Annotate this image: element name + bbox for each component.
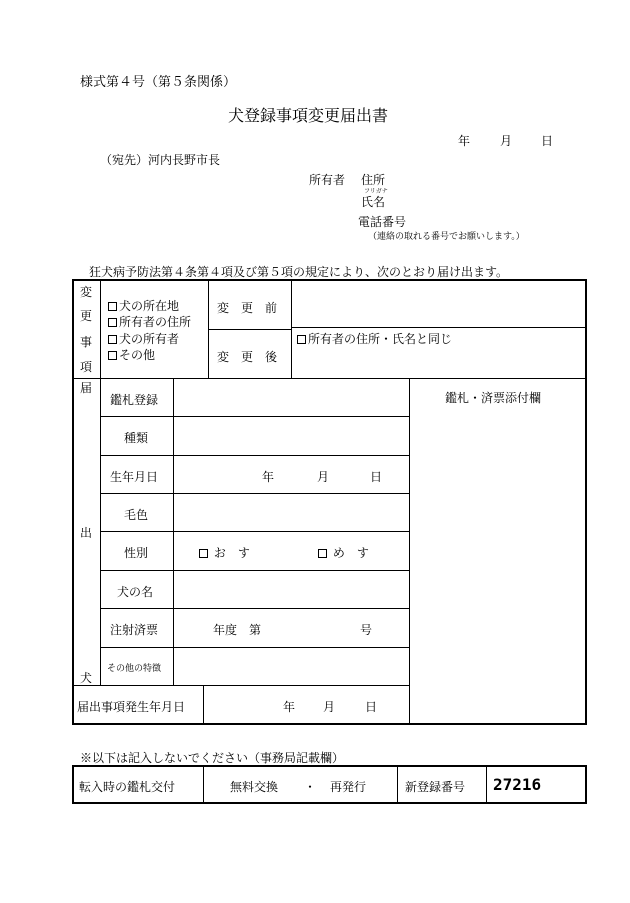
date-month-label: 月 (500, 134, 513, 148)
injection-number: 号 (360, 623, 373, 637)
owner-label: 所有者 (309, 173, 346, 187)
addressee: （宛先）河内長野市長 (100, 153, 221, 167)
occurrence-label: 届出事項発生年月日 (77, 700, 186, 714)
sex-label: 性別 (124, 546, 149, 560)
dog-name-label: 犬の名 (117, 585, 154, 599)
reissue: 再発行 (330, 780, 367, 794)
checkbox[interactable] (108, 302, 117, 311)
birth-day: 日 (370, 470, 383, 484)
change-side-4: 項 (80, 360, 93, 374)
name-label: 氏名 (361, 195, 386, 209)
phone-note: （連絡の取れる番号でお願いします。） (368, 232, 525, 242)
option-owner-address[interactable]: 所有者の住所 (108, 313, 191, 330)
date-year-label: 年 (458, 134, 471, 148)
form-number: 様式第４号（第５条関係） (80, 75, 237, 90)
new-reg-value: 27216 (493, 775, 542, 794)
address-label: 住所 (361, 173, 386, 187)
after-label: 変 更 後 (217, 350, 278, 364)
checkbox[interactable] (108, 335, 117, 344)
option-dog-owner[interactable]: 犬の所有者 (108, 330, 179, 347)
birth-month: 月 (317, 470, 330, 484)
free-exchange: 無料交換 (230, 780, 279, 794)
attach-label: 鑑札・済票添付欄 (445, 391, 542, 405)
checkbox[interactable] (108, 318, 117, 327)
birth-label: 生年月日 (110, 470, 159, 484)
color-label: 毛色 (124, 508, 149, 522)
change-side-2: 更 (80, 309, 93, 323)
dog-side-2: 出 (80, 526, 93, 540)
date-day-label: 日 (541, 134, 554, 148)
statement: 狂犬病予防法第４条第４項及び第５項の規定により、次のとおり届け出ます。 (89, 265, 509, 279)
injection-year: 年度 第 (213, 623, 262, 637)
checkbox[interactable] (108, 351, 117, 360)
new-reg-label: 新登録番号 (405, 780, 466, 794)
change-side-3: 事 (80, 335, 93, 349)
separator-dot: ・ (304, 780, 317, 794)
features-label: その他の特徴 (107, 664, 162, 674)
injection-label: 注射済票 (110, 623, 159, 637)
occurrence-year: 年 (283, 700, 296, 714)
breed-label: 種類 (124, 431, 149, 445)
option-dog-location[interactable]: 犬の所在地 (108, 297, 179, 314)
before-label: 変 更 前 (217, 301, 278, 315)
furigana-label: フリガナ (364, 188, 388, 195)
office-note: ※以下は記入しないでください（事務局記載欄） (80, 751, 345, 765)
tag-label: 鑑札登録 (110, 393, 159, 407)
form-title: 犬登録事項変更届出書 (228, 106, 389, 125)
checkbox[interactable] (318, 549, 327, 558)
checkbox[interactable] (199, 549, 208, 558)
sex-female-option[interactable]: め す (318, 544, 369, 561)
same-as-owner-option[interactable]: 所有者の住所・氏名と同じ (297, 330, 452, 347)
phone-label: 電話番号 (358, 215, 407, 229)
birth-year: 年 (262, 470, 275, 484)
occurrence-month: 月 (323, 700, 336, 714)
sex-male-option[interactable]: お す (199, 544, 250, 561)
dog-side-3: 犬 (80, 671, 93, 685)
occurrence-day: 日 (365, 700, 378, 714)
tag-issue-label: 転入時の鑑札交付 (79, 780, 176, 794)
checkbox[interactable] (297, 335, 306, 344)
dog-side-1: 届 (80, 381, 93, 395)
option-other[interactable]: その他 (108, 346, 155, 363)
change-side-1: 変 (80, 285, 93, 299)
